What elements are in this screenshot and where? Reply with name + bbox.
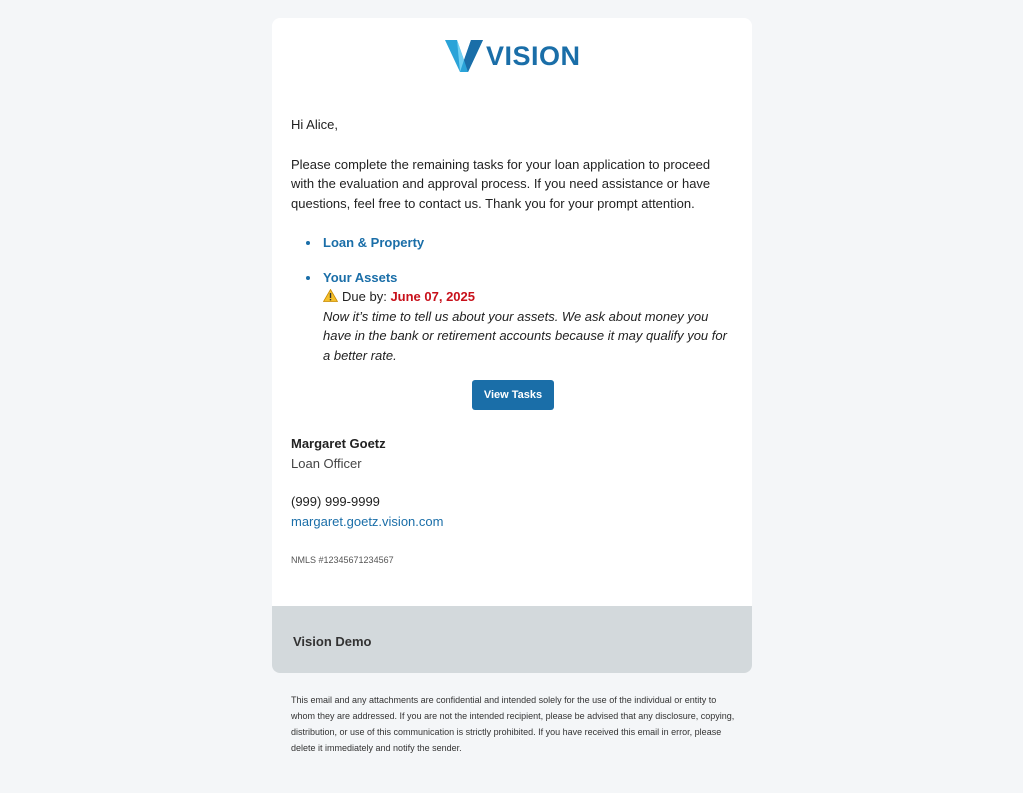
task-description: Now it’s time to tell us about your assets. We ask about money you have in the bank or retirement accounts because it may qualify you for a better rate.: [323, 308, 727, 363]
warning-icon: [323, 289, 338, 302]
task-item-your-assets: [305, 268, 735, 366]
task-list: [305, 233, 735, 365]
nmls-number: NMLS #12345671234567: [291, 555, 394, 565]
vision-v-logo-icon: [445, 40, 483, 72]
due-date: June 07, 2025: [390, 289, 475, 304]
intro-paragraph: Please complete the remaining tasks for your loan application to proceed with the evaluation and approval process. If you need assistance or have questions, feel free to contact us. Thank you for your prompt attention.: [291, 156, 711, 211]
officer-email-link[interactable]: margaret.goetz.vision.com: [291, 513, 444, 529]
officer-title: Loan Officer: [291, 455, 362, 471]
footer-company-name: Vision Demo: [293, 634, 372, 649]
due-row: [323, 287, 735, 307]
view-tasks-button[interactable]: View Tasks: [472, 380, 554, 410]
task-item-loan-property: [305, 233, 735, 253]
logo-wordmark: VISION: [486, 41, 581, 71]
due-label: Due by:: [342, 289, 387, 304]
disclaimer-text: This email and any attachments are confidential and intended solely for the use of the individual or entity to whom they are addressed. If you are not the intended recipient, please be advised that any disclosure, copying, distribution, or use of this communication is strictly prohibited. If you have received this email in error, please delete it immediately and notify the sender.: [291, 695, 735, 753]
task-title[interactable]: Loan & Property: [323, 235, 425, 250]
officer-name: Margaret Goetz: [291, 436, 386, 451]
email-card: [272, 18, 752, 673]
button-wrapper: [291, 380, 735, 410]
vision-logo: [445, 39, 585, 73]
email-body: [291, 115, 735, 571]
task-title[interactable]: Your Assets: [323, 269, 398, 285]
footer-band: [272, 606, 752, 673]
greeting: Hi Alice,: [291, 117, 338, 132]
officer-phone: (999) 999-9999: [291, 494, 380, 509]
